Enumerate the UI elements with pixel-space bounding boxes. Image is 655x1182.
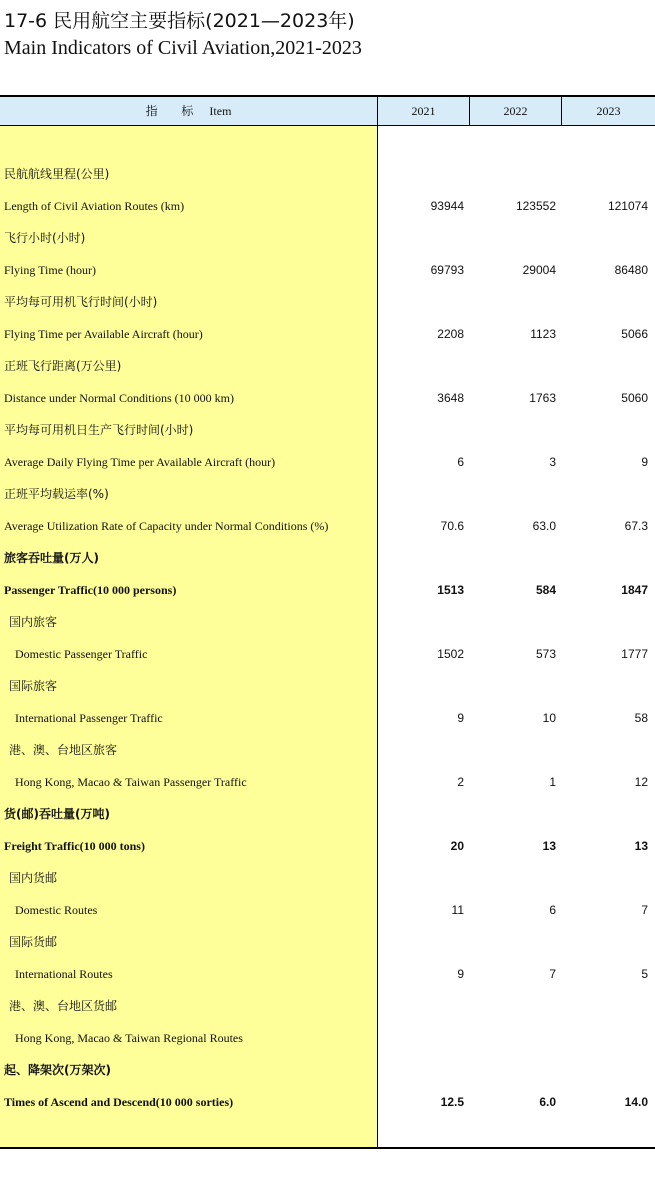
row-label-cn: 平均每可用机飞行时间(小时) [4, 295, 158, 309]
value-cell-2021: 93944 [430, 199, 464, 213]
row-label-en: Flying Time (hour) [4, 263, 97, 277]
value-cell-2021: 1502 [437, 647, 464, 661]
table-row-cn [0, 930, 655, 954]
row-label-en: Passenger Traffic(10 000 persons) [4, 583, 177, 597]
value-cell-2023: 121074 [607, 199, 648, 213]
table-row [0, 706, 655, 730]
value-cell-2022: 1763 [529, 391, 556, 405]
value-cell-2023: 1777 [621, 647, 648, 661]
table-row [0, 514, 655, 538]
value-cell-2021: 9 [457, 967, 464, 981]
row-label-en: Times of Ascend and Descend(10 000 sorties) [4, 1095, 234, 1109]
value-cell-2021: 3648 [437, 391, 464, 405]
value-cell-2021: 9 [457, 711, 464, 725]
table-row-cn [0, 418, 655, 442]
row-label-en: Average Daily Flying Time per Available Aircraft (hour) [4, 455, 276, 469]
row-label-cn: 国内货邮 [9, 871, 58, 885]
row-label-en: Domestic Passenger Traffic [15, 647, 148, 661]
table-row [0, 194, 655, 218]
table-row [0, 1026, 655, 1050]
header-item-en: Item [209, 104, 232, 118]
table-row-cn [0, 802, 655, 826]
row-label-cn: 国内旅客 [9, 615, 58, 629]
value-cell-2023: 12 [634, 775, 648, 789]
value-cell-2022: 573 [535, 647, 556, 661]
value-cell-2022: 29004 [522, 263, 556, 277]
page-title-en: Main Indicators of Civil Aviation,2021-2023 [4, 37, 362, 59]
row-label-cn: 国际旅客 [9, 679, 58, 693]
value-cell-2023: 5066 [621, 327, 648, 341]
value-cell-2021: 2 [457, 775, 464, 789]
table-row [0, 1090, 655, 1114]
header-year-2023: 2023 [596, 104, 621, 118]
value-cell-2023: 7 [641, 903, 648, 917]
value-cell-2022: 123552 [515, 199, 556, 213]
row-label-cn: 起、降架次(万架次) [4, 1063, 111, 1077]
value-cell-2022: 63.0 [532, 519, 556, 533]
value-cell-2021: 11 [451, 903, 464, 917]
table-row-cn [0, 482, 655, 506]
value-cell-2021: 1513 [437, 583, 464, 597]
table-row [0, 258, 655, 282]
value-cell-2021: 70.6 [440, 519, 464, 533]
table-row [0, 834, 655, 858]
row-label-en: Freight Traffic(10 000 tons) [4, 839, 145, 853]
row-label-cn: 港、澳、台地区旅客 [9, 743, 118, 757]
row-label-en: Distance under Normal Conditions (10 000 km) [4, 391, 234, 405]
header-item-cn: 指 标 [145, 104, 204, 118]
row-label-en: International Passenger Traffic [15, 711, 163, 725]
header-item-cell [0, 97, 378, 125]
table-row [0, 386, 655, 410]
table-row [0, 898, 655, 922]
value-cell-2023: 5 [641, 967, 648, 981]
table-row-cn [0, 226, 655, 250]
value-cell-2021: 2208 [437, 327, 464, 341]
header-year-2021: 2021 [378, 97, 470, 125]
value-cell-2021: 20 [450, 839, 464, 853]
row-label-en: Hong Kong, Macao & Taiwan Regional Routes [15, 1031, 243, 1045]
table-row-cn [0, 674, 655, 698]
value-cell-2022: 6.0 [539, 1095, 556, 1109]
value-cell-2022: 6 [549, 903, 556, 917]
value-cell-2022: 7 [549, 967, 556, 981]
row-label-en: Length of Civil Aviation Routes (km) [4, 199, 185, 213]
row-label-cn: 货(邮)吞吐量(万吨) [4, 807, 110, 821]
value-cell-2023: 5060 [621, 391, 648, 405]
value-cell-2022: 13 [542, 839, 556, 853]
row-label-cn: 平均每可用机日生产飞行时间(小时) [4, 423, 194, 437]
table-row [0, 770, 655, 794]
row-label-en: Domestic Routes [15, 903, 98, 917]
table-bottom-rule [0, 1147, 655, 1149]
row-label-en: Hong Kong, Macao & Taiwan Passenger Traffic [15, 775, 247, 789]
value-cell-2022: 10 [542, 711, 556, 725]
value-cell-2023: 9 [641, 455, 648, 469]
table-row-cn [0, 290, 655, 314]
table-row-cn [0, 866, 655, 890]
row-label-cn: 旅客吞吐量(万人) [4, 551, 99, 565]
value-cell-2023: 13 [634, 839, 648, 853]
value-cell-2022: 584 [535, 583, 556, 597]
page-title-cn: 17-6 民用航空主要指标(2021—2023年) [4, 10, 355, 32]
row-label-en: International Routes [15, 967, 113, 981]
table-row-cn [0, 162, 655, 186]
table-row-cn [0, 546, 655, 570]
row-label-en: Average Utilization Rate of Capacity under Normal Conditions (%) [4, 519, 329, 533]
value-cell-2023: 1847 [621, 583, 648, 597]
row-label-cn: 民航航线里程(公里) [4, 167, 110, 181]
table-row [0, 322, 655, 346]
row-label-cn: 港、澳、台地区货邮 [9, 999, 118, 1013]
value-cell-2023: 58 [634, 711, 648, 725]
value-cell-2023: 14.0 [624, 1095, 648, 1109]
header-year-2022: 2022 [470, 97, 562, 125]
value-cell-2022: 1123 [530, 327, 556, 341]
value-cell-2023: 67.3 [624, 519, 648, 533]
row-label-cn: 国际货邮 [9, 935, 58, 949]
table-row [0, 450, 655, 474]
table-row-cn [0, 994, 655, 1018]
value-cell-2021: 69793 [430, 263, 464, 277]
table-header [0, 97, 655, 126]
table-row [0, 642, 655, 666]
table-row-cn [0, 1058, 655, 1082]
row-label-cn: 正班平均载运率(%) [4, 487, 109, 501]
row-label-cn: 正班飞行距离(万公里) [4, 359, 122, 373]
value-cell-2022: 3 [549, 455, 556, 469]
value-cell-2021: 6 [457, 455, 464, 469]
table-row-cn [0, 738, 655, 762]
row-label-en: Flying Time per Available Aircraft (hour) [4, 327, 203, 341]
value-cell-2023: 86480 [614, 263, 648, 277]
row-label-cn: 飞行小时(小时) [4, 231, 86, 245]
value-cell-2021: 12.5 [440, 1095, 464, 1109]
table-row-cn [0, 610, 655, 634]
table-row-cn [0, 354, 655, 378]
table-row [0, 962, 655, 986]
value-cell-2022: 1 [549, 775, 556, 789]
table-row [0, 578, 655, 602]
